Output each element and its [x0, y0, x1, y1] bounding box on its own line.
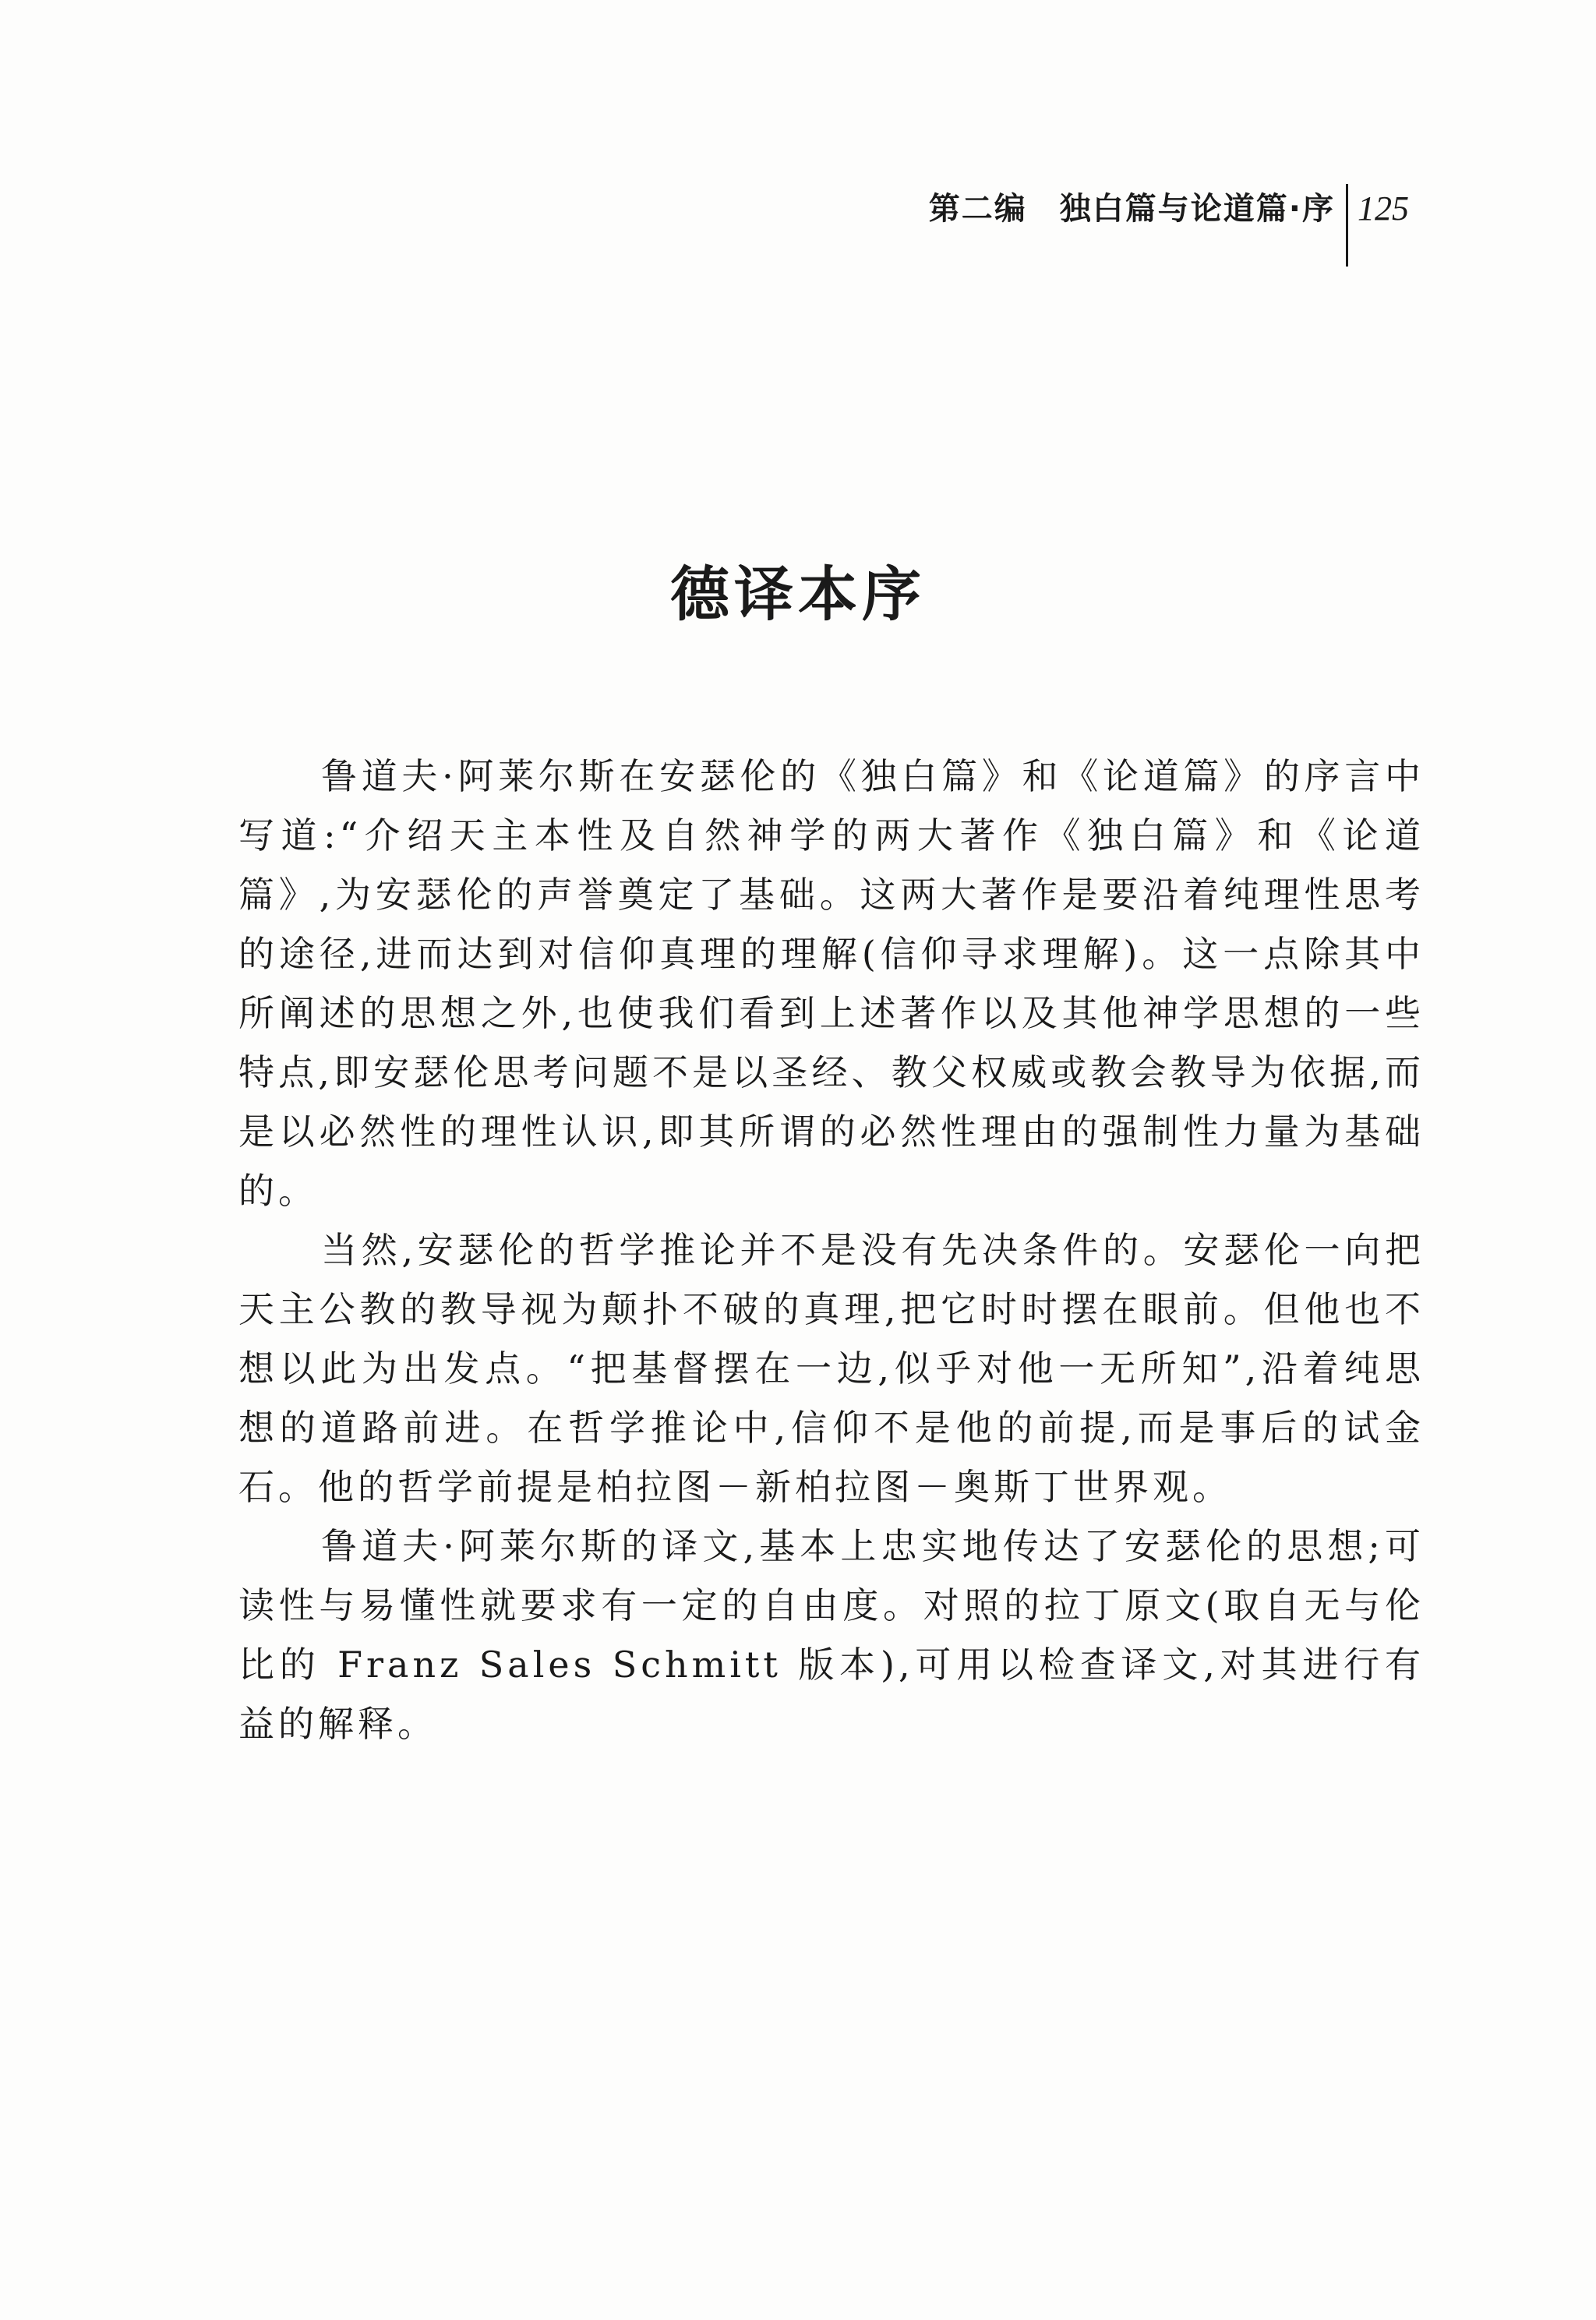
- paragraph: 鲁道夫·阿莱尔斯在安瑟伦的《独白篇》和《论道篇》的序言中写道:“介绍天主本性及自然神学的两大著作《独白篇》和《论道篇》,为安瑟伦的声誉奠定了基础。这两大著作是要沿着纯理性思考的途径,进而达到对信仰真理的理解(信仰寻求理解)。这一点除其中所阐述的思想之外,也使我们看到上述著作以及其他神学思想的一些特点,即安瑟伦思考问题不是以圣经、教父权威或教会教导为依据,而是以必然性的理性认识,即其所谓的必然性理由的强制性力量为基础的。: [238, 755, 1425, 1212]
- paragraph: 鲁道夫·阿莱尔斯的译文,基本上忠实地传达了安瑟伦的思想;可读性与易懂性就要求有一定的自由度。对照的拉丁原文(取自无与伦比的 Franz Sales Schmitt 版本),可用以检查译文,对其进行有益的解释。: [238, 1525, 1425, 1745]
- running-title: 第二编 独白篇与论道篇·序: [928, 191, 1335, 227]
- chapter-title: 德译本序: [670, 560, 926, 629]
- page-number: 125: [1358, 189, 1409, 228]
- paragraph: 当然,安瑟伦的哲学推论并不是没有先决条件的。安瑟伦一向把天主公教的教导视为颠扑不破的真理,把它时时摆在眼前。但他也不想以此为出发点。“把基督摆在一边,似乎对他一无所知”,沿着纯思想的道路前进。在哲学推论中,信仰不是他的前提,而是事后的试金石。他的哲学前提是柏拉图－新柏拉图－奥斯丁世界观。: [238, 1229, 1425, 1508]
- body-text: [238, 747, 1425, 1753]
- running-header: [929, 184, 1409, 270]
